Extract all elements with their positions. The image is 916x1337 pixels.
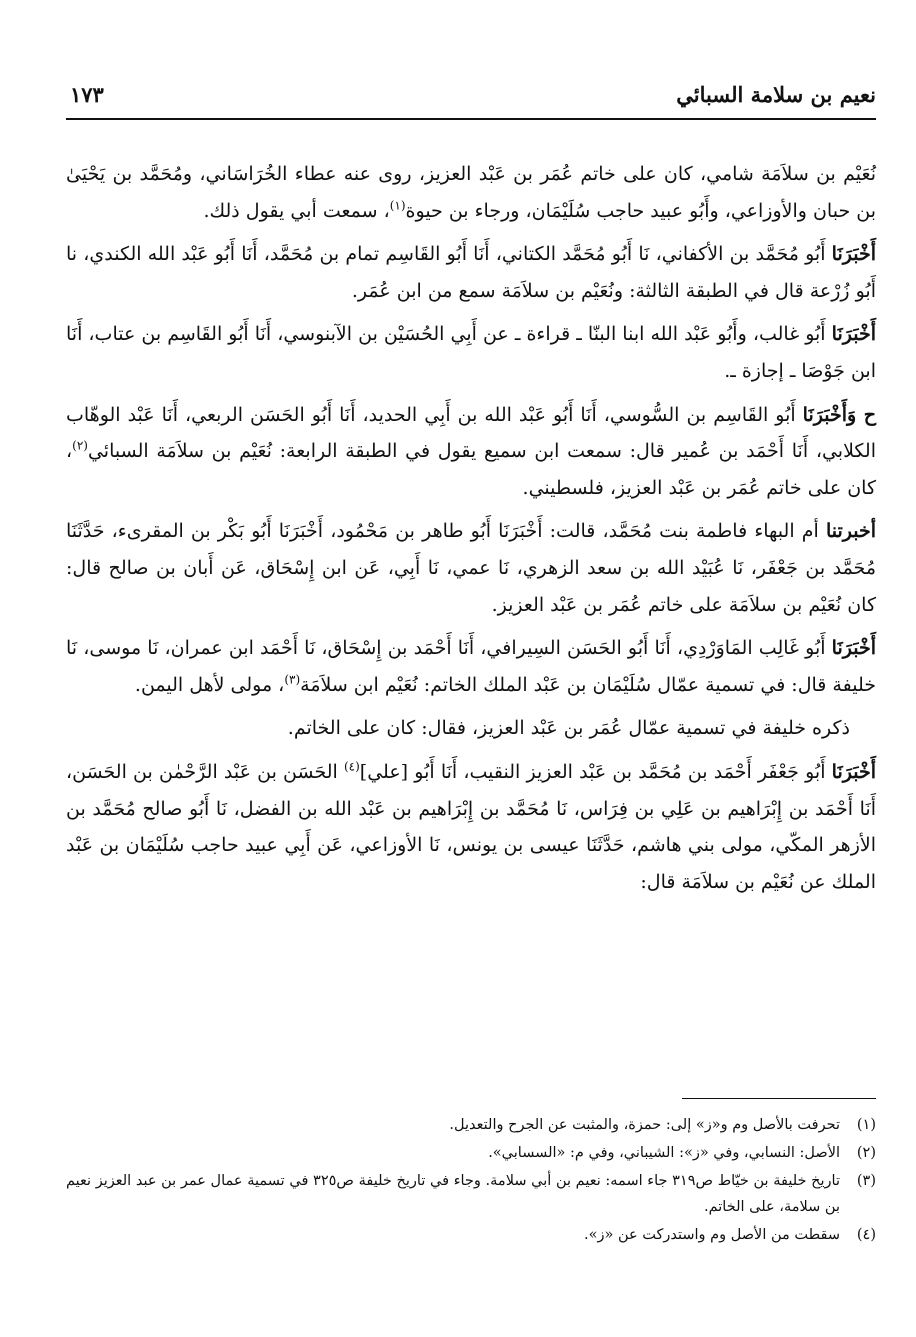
paragraph-6: أَخْبَرَنَا أَبُو غَالِب المَاوَرْدِي، أَنَا أَبُو الحَسَن السِيرافي، أَنَا أَحْمَد بن إِسْحَاق، نَا أَحْمَد ابن عمران، نَا موسى، نَا خليفة قال: في تسمية عمّال سُلَيْمَان بن عَبْد الملك الخاتم: نُعَيْم ابن سلاَمَة$^{(٣)}$، مولى لأهل اليمن. — [66, 637, 876, 696]
footnote-ref-2: (٢) — [72, 438, 88, 453]
footnote-text: تاريخ خليفة بن خيّاط ص٣١٩ جاء اسمه: نعيم بن أبي سلامة. وجاء في تاريخ خليفة ص٣٢٥ في تسمية عمال عمر بن عبد العزيز نعيم بن سلامة، على الخاتم. — [66, 1173, 841, 1215]
isnad-lead: أَخْبَرَنَا — [831, 243, 876, 266]
footnote-number: (١) — [856, 1117, 876, 1133]
paragraph-2: أَخْبَرَنَا أَبُو مُحَمَّد بن الأكفاني، نَا أَبُو مُحَمَّد الكتاني، أَنَا أَبُو القَاسِم تمام بن مُحَمَّد، أَنَا أَبُو عَبْد الله الكندي، نا أَبُو زُرْعة قال في الطبقة الثالثة: ونُعَيْم بن سلاَمَة سمع من ابن عُمَر. — [66, 243, 876, 302]
book-page — [66, 76, 876, 1316]
footnote-text: تحرفت بالأصل وم و«ز» إلى: حمزة، والمثبت عن الجرح والتعديل. — [449, 1117, 840, 1133]
isnad-lead: أخبرتنا — [825, 520, 876, 543]
header-rule — [66, 118, 876, 120]
footnote-4 — [66, 1222, 876, 1248]
paragraph-3: أَخْبَرَنَا أَبُو غالب، وأَبُو عَبْد الله ابنا البنّا ـ قراءة ـ عن أَبِي الحُسَيْن بن الآبنوسي، أَنَا أَبُو القَاسِم بن عتاب، أَنَا ابن جَوْصَا ـ إجازة ـ. — [66, 323, 876, 382]
footnote-number: (٤) — [856, 1227, 876, 1243]
footnote-ref-1: (١) — [389, 198, 406, 213]
footnote-ref-3: (٣) — [284, 672, 301, 687]
page-number: ١٧٣ — [70, 82, 104, 107]
footnote-text: سقطت من الأصل وم واستدركت عن «ز». — [583, 1227, 840, 1243]
isnad-lead: أَخْبَرَنَا — [831, 760, 876, 783]
isnad-lead: ح وَأَخْبَرَنَا — [802, 403, 876, 426]
footnote-1 — [66, 1112, 876, 1138]
footnote-rule — [682, 1098, 876, 1099]
paragraph-1: نُعَيْم بن سلاَمَة شامي، كان على خاتم عُمَر بن عَبْد العزيز، روى عنه عطاء الخُرَاسَاني، ومُحَمَّد بن يَحْيَىٰ بن حبان والأوزاعي، وأَبُو عبيد حاجب سُلَيْمَان، ورجاء بن حيوة$^{(١)}$، سمعت أبي يقول ذلك. — [66, 163, 876, 222]
footnote-number: (٣) — [856, 1173, 876, 1189]
footnote-number: (٢) — [856, 1145, 876, 1161]
paragraph-5: أخبرتنا أم البهاء فاطمة بنت مُحَمَّد، قالت: أَخْبَرَنَا أَبُو طاهر بن مَحْمُود، أَخْبَرَنَا أَبُو بَكْر بن المقرىء، حَدَّثَنَا مُحَمَّد بن جَعْفَر، نَا عُبَيْد الله بن سعد الزهري، نَا عمي، نَا أَبِي، عَن ابن إِسْحَاق، عَن أَبان بن صالح قال: كان نُعَيْم بن سلاَمَة على خاتم عُمَر بن عَبْد العزيز. — [66, 520, 876, 616]
isnad-lead: أَخْبَرَنَا — [831, 637, 876, 660]
footnote-ref-4: (٤) — [343, 759, 360, 774]
body-text — [66, 156, 876, 907]
footnote-3 — [66, 1168, 876, 1220]
running-title: نعيم بن سلامة السبائي — [676, 82, 876, 107]
paragraph-8: أَخْبَرَنَا أَبُو جَعْفَر أَحْمَد بن مُحَمَّد بن عَبْد العزيز النقيب، أَنَا أَبُو [علي]$^{(٤)}$ الحَسَن بن عَبْد الرَّحْمٰن بن الحَسَن، أَنَا أَحْمَد بن إِبْرَاهيم بن عَلِي بن فِرَاس، نَا مُحَمَّد بن إِبْرَاهيم بن عَبْد الله بن الفضل، نَا أَبُو صالح مُحَمَّد بن الأزهر المكّي، مولى بني هاشم، حَدَّثَنَا عيسى بن يونس، نَا الأوزاعي، عَن أَبِي عبيد حاجب سُلَيْمَان بن عَبْد الملك عن نُعَيْم بن سلاَمَة قال: — [66, 759, 876, 893]
page-header — [66, 82, 876, 118]
footnote-2 — [66, 1140, 876, 1166]
footnote-text: الأصل: النسابي، وفي «ز»: الشيباني، وفي م: «السسابي». — [488, 1145, 840, 1161]
paragraph-4: ح وَأَخْبَرَنَا أَبُو القَاسِم بن السُّوسي، أَنَا أَبُو عَبْد الله بن أَبِي الحديد، أَنَا أَبُو الحَسَن الربعي، أَنَا عَبْد الوهّاب الكلابي، أَنَا أَحْمَد بن عُمير قال: سمعت ابن سميع يقول في الطبقة الرابعة: نُعَيْم بن سلاَمَة السبائي$^{(٢)}$، كان على خاتم عُمَر بن عَبْد العزيز، فلسطيني. — [66, 403, 876, 499]
footnotes — [66, 1112, 876, 1250]
paragraph-7: ذكره خليفة في تسمية عمّال عُمَر بن عَبْد العزيز، فقال: كان على الخاتم. — [287, 717, 850, 740]
isnad-lead: أَخْبَرَنَا — [831, 323, 876, 346]
